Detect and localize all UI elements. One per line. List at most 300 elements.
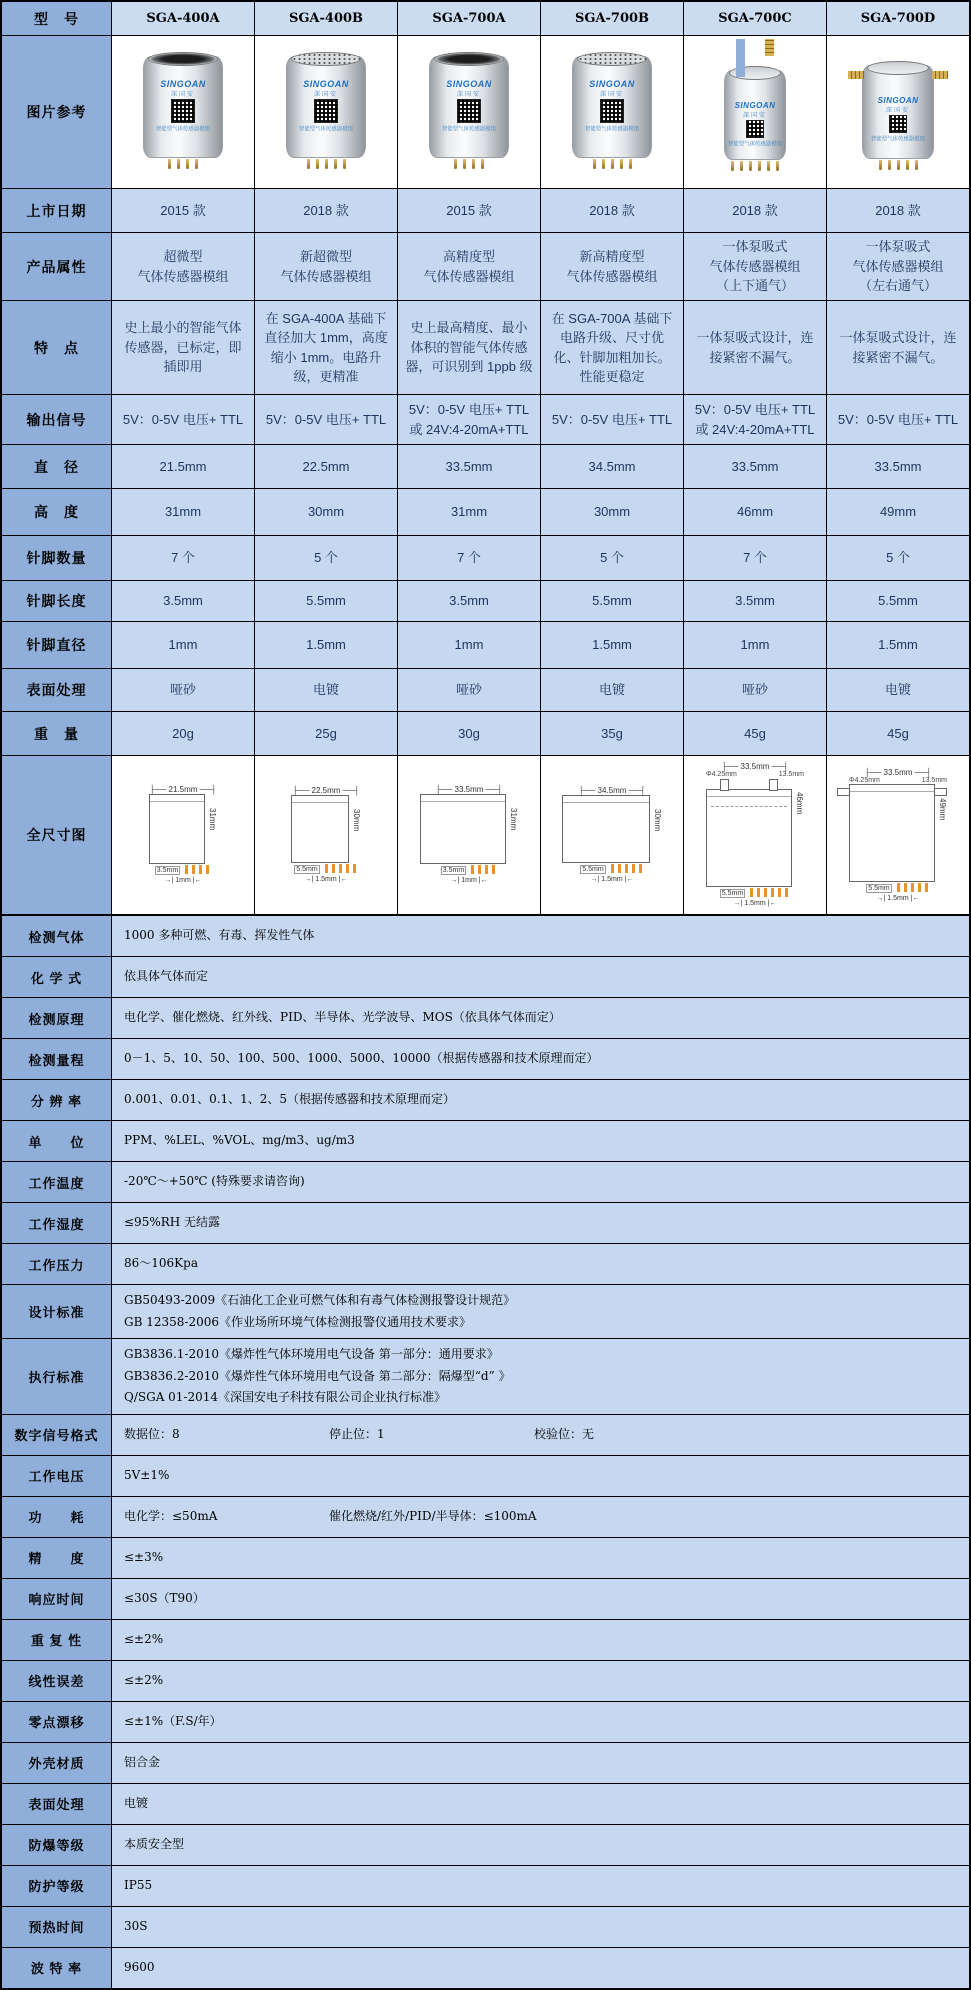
model-header-5: SGA-700D bbox=[827, 2, 970, 36]
general-spec-table bbox=[1, 915, 970, 1989]
spec-value-cell: 一体泵吸式设计，连接紧密不漏气。 bbox=[684, 301, 827, 395]
height-dimension-label: 31mm bbox=[208, 808, 217, 831]
product-image-cell bbox=[398, 36, 541, 189]
general-spec-value: 本质安全型 bbox=[112, 1824, 970, 1865]
general-spec-label: 预热时间 bbox=[2, 1906, 112, 1947]
width-dimension-label: ├── 33.5mm ──┤ bbox=[706, 762, 804, 771]
spec-value-cell: 25g bbox=[255, 712, 398, 756]
spec-value-cell: 哑砂 bbox=[398, 669, 541, 712]
sensor-top-icon bbox=[867, 61, 929, 75]
general-spec-row bbox=[2, 1339, 970, 1415]
general-spec-label: 化 学 式 bbox=[2, 957, 112, 998]
spec-value-cell: 电镀 bbox=[827, 669, 970, 712]
barb-height-label: 13.5mm bbox=[778, 771, 804, 778]
brand-chinese: 深国安 bbox=[885, 108, 910, 114]
sensor-body bbox=[862, 65, 934, 159]
spec-value-cell: 1.5mm bbox=[827, 622, 970, 669]
dimension-drawing bbox=[420, 785, 518, 884]
general-spec-value bbox=[112, 1414, 970, 1455]
spec-value-cell: 31mm bbox=[112, 489, 255, 536]
product-image-cell bbox=[541, 36, 684, 189]
pin-icons bbox=[609, 864, 644, 875]
spec-value-cell: 史上最高精度、最小体积的智能气体传感器，可识别到 1ppb 级 bbox=[398, 301, 541, 395]
spec-value-cell: 5V：0-5V 电压+ TTL bbox=[255, 395, 398, 445]
general-spec-value: 铝合金 bbox=[112, 1742, 970, 1783]
brand-logo: SINGOAN bbox=[877, 96, 919, 105]
spec-row bbox=[2, 301, 970, 395]
spec-row-label: 高 度 bbox=[2, 489, 112, 536]
brand-logo: SINGOAN bbox=[446, 79, 492, 89]
general-spec-label: 数字信号格式 bbox=[2, 1414, 112, 1455]
general-spec-row bbox=[2, 1619, 970, 1660]
general-spec-row bbox=[2, 1578, 970, 1619]
general-spec-row bbox=[2, 998, 970, 1039]
general-spec-row bbox=[2, 1080, 970, 1121]
general-spec-value: IP55 bbox=[112, 1865, 970, 1906]
general-spec-label: 精 度 bbox=[2, 1537, 112, 1578]
spec-value-segment: 校验位：无 bbox=[534, 1427, 595, 1442]
width-dimension-label: ├── 21.5mm ──┤ bbox=[149, 785, 217, 794]
sensor-body bbox=[572, 56, 652, 158]
spec-value-cell: 2018 款 bbox=[541, 189, 684, 233]
spec-row bbox=[2, 395, 970, 445]
qr-code-icon bbox=[601, 100, 623, 122]
spec-value-line: GB 12358-2006《作业场所环境气体检测报警仪通用技术要求》 bbox=[124, 1314, 471, 1329]
sensor-pins-icon bbox=[724, 161, 786, 171]
sensor-photo bbox=[724, 54, 786, 171]
pin-icons bbox=[895, 883, 930, 894]
sensor-outline-drawing bbox=[562, 795, 650, 863]
spec-value-line: 气体传感器模组 bbox=[709, 258, 801, 274]
brand-logo: SINGOAN bbox=[734, 101, 776, 110]
spec-value-cell: 35g bbox=[541, 712, 684, 756]
barb-height-label: 13.5mm bbox=[921, 776, 947, 784]
general-spec-label: 检测原理 bbox=[2, 998, 112, 1039]
model-header-3: SGA-700B bbox=[541, 2, 684, 36]
spec-value-segment: 数据位：8 bbox=[124, 1427, 180, 1442]
spec-value-cell: 一体泵吸式设计，连接紧密不漏气。 bbox=[827, 301, 970, 395]
spec-value-cell: 5 个 bbox=[255, 536, 398, 581]
product-caption: 智能型气体传感器模组 bbox=[155, 127, 210, 133]
general-spec-value bbox=[112, 1496, 970, 1537]
spec-value-line: 或 24V:4-20mA+TTL bbox=[695, 421, 815, 437]
sensor-body bbox=[143, 56, 223, 158]
spec-value-cell bbox=[541, 233, 684, 301]
spec-value-line: 5V：0-5V 电压+ TTL bbox=[694, 402, 816, 417]
spec-value-line: 气体传感器模组 bbox=[852, 258, 944, 274]
product-image-cell bbox=[112, 36, 255, 189]
spec-value-line: 气体传感器模组 bbox=[423, 268, 515, 284]
spec-value-line: GB3836.1-2010《爆炸性气体环境用电气设备 第一部分：通用要求》 bbox=[124, 1347, 499, 1362]
dimension-drawing bbox=[291, 786, 361, 883]
spec-value-line: （上下通气） bbox=[715, 278, 794, 294]
spec-row bbox=[2, 669, 970, 712]
spec-value-cell: 5V：0-5V 电压+ TTL bbox=[827, 395, 970, 445]
spec-value-cell: 30mm bbox=[255, 489, 398, 536]
height-dimension-label: 30mm bbox=[653, 809, 662, 832]
barb-dimension-labels bbox=[706, 771, 804, 778]
general-spec-label: 工作湿度 bbox=[2, 1203, 112, 1244]
general-spec-label: 防护等级 bbox=[2, 1865, 112, 1906]
brand-chinese: 深国安 bbox=[599, 92, 624, 98]
sensor-outline-drawing bbox=[149, 794, 205, 864]
pin-length-label: 5.5mm bbox=[296, 866, 318, 873]
spec-row bbox=[2, 581, 970, 622]
spec-row bbox=[2, 536, 970, 581]
barb-outline-icon bbox=[720, 779, 729, 791]
general-spec-row bbox=[2, 1244, 970, 1285]
general-spec-value: 30S bbox=[112, 1906, 970, 1947]
barb-dimension-labels bbox=[849, 777, 947, 784]
spec-value-cell: 5.5mm bbox=[541, 581, 684, 622]
spec-value-line: 或 24V:4-20mA+TTL bbox=[409, 421, 529, 437]
pin-diameter-label: →| 1.5mm |← bbox=[291, 876, 361, 883]
spec-value-cell bbox=[398, 233, 541, 301]
spec-value-segment: 电化学：≤50mA bbox=[124, 1509, 218, 1524]
dimension-drawing-cell bbox=[684, 756, 827, 915]
spec-value-cell: 30mm bbox=[541, 489, 684, 536]
general-spec-value bbox=[112, 1339, 970, 1415]
spec-value-line: 高精度型 bbox=[442, 249, 495, 264]
spec-value-line: 气体传感器模组 bbox=[137, 268, 229, 284]
general-spec-label: 重 复 性 bbox=[2, 1619, 112, 1660]
spec-value-cell: 在 SGA-400A 基础下直径加大 1mm，高度缩小 1mm。电路升级，更精准 bbox=[255, 301, 398, 395]
spec-value-cell: 1mm bbox=[398, 622, 541, 669]
barb-outline-icon bbox=[934, 788, 947, 796]
sensor-body bbox=[429, 56, 509, 158]
general-spec-label: 响应时间 bbox=[2, 1578, 112, 1619]
spec-value-cell: 2018 款 bbox=[255, 189, 398, 233]
dimension-drawing bbox=[706, 762, 804, 907]
spec-value-cell bbox=[255, 233, 398, 301]
brand-logo: SINGOAN bbox=[160, 79, 206, 89]
pin-length-label: 5.5mm bbox=[582, 866, 604, 873]
height-dimension-label: 49mm bbox=[938, 797, 947, 820]
spec-value-cell: 1mm bbox=[684, 622, 827, 669]
general-spec-row bbox=[2, 957, 970, 998]
spec-value-cell: 5 个 bbox=[827, 536, 970, 581]
dimension-drawing-cell bbox=[541, 756, 684, 915]
spec-value-segment: 停止位：1 bbox=[329, 1427, 385, 1442]
general-spec-value: 1000 多种可燃、有毒、挥发性气体 bbox=[112, 916, 970, 957]
general-spec-row bbox=[2, 1783, 970, 1824]
model-header-4: SGA-700C bbox=[684, 2, 827, 36]
sensor-pins-icon bbox=[286, 159, 366, 169]
general-spec-row bbox=[2, 1203, 970, 1244]
dimension-drawing-cell bbox=[112, 756, 255, 915]
barb-outline-icon bbox=[769, 779, 778, 791]
pin-length-label: 3.5mm bbox=[156, 867, 179, 874]
barb-outline-icon bbox=[837, 788, 850, 796]
general-spec-label: 执行标准 bbox=[2, 1339, 112, 1415]
spec-row-label: 针脚直径 bbox=[2, 622, 112, 669]
spec-value-cell: 7 个 bbox=[684, 536, 827, 581]
dimension-drawing-cell bbox=[827, 756, 970, 915]
general-spec-value: 0.001、0.01、0.1、1、2、5（根据传感器和技术原理而定） bbox=[112, 1080, 970, 1121]
general-spec-value: 9600 bbox=[112, 1947, 970, 1988]
spec-value-line: 一体泵吸式 bbox=[722, 239, 788, 255]
spec-value-cell: 电镀 bbox=[255, 669, 398, 712]
general-spec-value: ≤30S（T90） bbox=[112, 1578, 970, 1619]
spec-row bbox=[2, 622, 970, 669]
spec-value-cell: 在 SGA-700A 基础下电路升级、尺寸优化、针脚加粗加长。性能更稳定 bbox=[541, 301, 684, 395]
spec-value-line: （左右通气） bbox=[858, 278, 937, 294]
spec-value-cell: 3.5mm bbox=[684, 581, 827, 622]
width-dimension-label: ├── 33.5mm ──┤ bbox=[420, 785, 518, 794]
pin-diameter-label: →| 1.5mm |← bbox=[849, 895, 947, 902]
spec-value-cell bbox=[112, 233, 255, 301]
spec-value-cell: 33.5mm bbox=[684, 445, 827, 489]
barb-diameter-label: Φ4.25mm bbox=[849, 776, 880, 784]
dims-row bbox=[2, 756, 970, 915]
spec-value-cell: 31mm bbox=[398, 489, 541, 536]
spec-value-cell: 史上最小的智能气体传感器，已标定，即插即用 bbox=[112, 301, 255, 395]
general-spec-value bbox=[112, 1285, 970, 1339]
sensor-outline-drawing bbox=[420, 794, 506, 864]
general-spec-value: ≤95%RH 无结露 bbox=[112, 1203, 970, 1244]
spec-row bbox=[2, 189, 970, 233]
spec-value-line: Q/SGA 01-2014《深国安电子科技有限公司企业执行标准》 bbox=[124, 1390, 447, 1405]
image-row bbox=[2, 36, 970, 189]
sensor-photo bbox=[286, 56, 366, 169]
spec-value-cell: 22.5mm bbox=[255, 445, 398, 489]
general-spec-value: -20℃～+50℃ (特殊要求请咨询) bbox=[112, 1162, 970, 1203]
pin-length-label: 3.5mm bbox=[442, 867, 465, 874]
spec-value-cell: 1mm bbox=[112, 622, 255, 669]
general-spec-value: ≤±3% bbox=[112, 1537, 970, 1578]
general-spec-label: 波 特 率 bbox=[2, 1947, 112, 1988]
general-spec-row bbox=[2, 1824, 970, 1865]
general-spec-label: 工作电压 bbox=[2, 1455, 112, 1496]
general-spec-value: 0－1、5、10、50、100、500、1000、5000、10000（根据传感器和技术原理而定） bbox=[112, 1039, 970, 1080]
pin-icons bbox=[469, 865, 497, 876]
spec-value-line: 一体泵吸式 bbox=[865, 239, 931, 255]
spec-value-line: 5V：0-5V 电压+ TTL bbox=[408, 402, 530, 417]
vent-holes-icon bbox=[291, 52, 361, 66]
spec-row-label: 特 点 bbox=[2, 301, 112, 395]
general-spec-label: 线性误差 bbox=[2, 1660, 112, 1701]
general-spec-value: ≤±2% bbox=[112, 1660, 970, 1701]
dimension-drawing-cell bbox=[398, 756, 541, 915]
pin-icons bbox=[183, 865, 211, 876]
sensor-pins-icon bbox=[143, 159, 223, 169]
sensor-outline-drawing bbox=[849, 784, 935, 882]
spec-value-cell bbox=[684, 395, 827, 445]
spec-value-cell: 33.5mm bbox=[827, 445, 970, 489]
dimension-drawing bbox=[562, 786, 662, 883]
model-header-0: SGA-400A bbox=[112, 2, 255, 36]
spec-value-cell bbox=[827, 233, 970, 301]
spec-value-cell: 1.5mm bbox=[541, 622, 684, 669]
pin-icons bbox=[748, 888, 790, 899]
spec-row-label: 输出信号 bbox=[2, 395, 112, 445]
spec-comparison-table bbox=[1, 1, 970, 915]
qr-code-icon bbox=[458, 100, 480, 122]
general-spec-label: 零点漂移 bbox=[2, 1701, 112, 1742]
bottom-rows bbox=[2, 916, 970, 1989]
brand-chinese: 深国安 bbox=[456, 92, 481, 98]
general-spec-value: 5V±1% bbox=[112, 1455, 970, 1496]
spec-value-cell: 46mm bbox=[684, 489, 827, 536]
spec-value-cell: 5V：0-5V 电压+ TTL bbox=[541, 395, 684, 445]
spec-value-cell: 3.5mm bbox=[112, 581, 255, 622]
spec-value-line: 气体传感器模组 bbox=[566, 268, 658, 284]
general-spec-row bbox=[2, 1947, 970, 1988]
brand-chinese: 深国安 bbox=[170, 92, 195, 98]
general-spec-row bbox=[2, 1414, 970, 1455]
spec-value-cell: 3.5mm bbox=[398, 581, 541, 622]
model-header-1: SGA-400B bbox=[255, 2, 398, 36]
sensor-body bbox=[286, 56, 366, 158]
product-caption: 智能型气体传感器模组 bbox=[584, 127, 639, 133]
spec-value-line: 超微型 bbox=[163, 249, 203, 264]
spec-row-label: 针脚长度 bbox=[2, 581, 112, 622]
general-spec-label: 工作温度 bbox=[2, 1162, 112, 1203]
spec-value-cell: 5V：0-5V 电压+ TTL bbox=[112, 395, 255, 445]
spec-value-cell: 2015 款 bbox=[398, 189, 541, 233]
sensor-photo bbox=[862, 55, 934, 170]
spec-value-line: GB3836.2-2010《爆炸性气体环境用电气设备 第二部分：隔爆型“d” 》 bbox=[124, 1368, 511, 1383]
general-spec-row bbox=[2, 1537, 970, 1578]
product-image-cell bbox=[684, 36, 827, 189]
pin-length-label: 5.5mm bbox=[868, 884, 890, 892]
vent-holes-icon bbox=[577, 52, 647, 66]
general-spec-row bbox=[2, 1121, 970, 1162]
general-spec-label: 防爆等级 bbox=[2, 1824, 112, 1865]
pin-diameter-label: →| 1mm |← bbox=[420, 877, 518, 884]
spec-value-cell: 45g bbox=[827, 712, 970, 756]
height-dimension-label: 46mm bbox=[795, 792, 804, 815]
pin-diameter-label: →| 1.5mm |← bbox=[562, 876, 662, 883]
spec-value-cell: 7 个 bbox=[112, 536, 255, 581]
spec-value-cell: 5.5mm bbox=[255, 581, 398, 622]
spec-row bbox=[2, 712, 970, 756]
qr-code-icon bbox=[315, 100, 337, 122]
general-spec-label: 设计标准 bbox=[2, 1285, 112, 1339]
general-spec-label: 外壳材质 bbox=[2, 1742, 112, 1783]
dims-row-label: 全尺寸图 bbox=[2, 756, 112, 915]
sensor-photo bbox=[143, 56, 223, 169]
spec-value-cell: 5 个 bbox=[541, 536, 684, 581]
model-row-label: 型 号 bbox=[2, 2, 112, 36]
spec-row-label: 表面处理 bbox=[2, 669, 112, 712]
sensor-pins-icon bbox=[572, 159, 652, 169]
sensor-top-icon bbox=[434, 52, 504, 66]
general-spec-value: 电化学、催化燃烧、红外线、PID、半导体、光学波导、MOS（依具体气体而定） bbox=[112, 998, 970, 1039]
spec-row-label: 直 径 bbox=[2, 445, 112, 489]
product-caption: 智能型气体传感器模组 bbox=[441, 127, 496, 133]
image-row-label: 图片参考 bbox=[2, 36, 112, 189]
qr-code-icon bbox=[747, 121, 763, 137]
general-spec-row bbox=[2, 1162, 970, 1203]
spec-value-cell: 1.5mm bbox=[255, 622, 398, 669]
spec-value-cell: 2015 款 bbox=[112, 189, 255, 233]
spec-value-cell bbox=[684, 233, 827, 301]
sensor-pins-icon bbox=[429, 159, 509, 169]
pin-diameter-label: →| 1mm |← bbox=[149, 877, 217, 884]
general-spec-row bbox=[2, 1285, 970, 1339]
general-spec-row bbox=[2, 1742, 970, 1783]
spec-value-cell: 45g bbox=[684, 712, 827, 756]
general-spec-label: 检测量程 bbox=[2, 1039, 112, 1080]
spec-value-cell: 49mm bbox=[827, 489, 970, 536]
general-spec-value: PPM、%LEL、%VOL、mg/m3、ug/m3 bbox=[112, 1121, 970, 1162]
spec-row bbox=[2, 233, 970, 301]
general-spec-row bbox=[2, 1496, 970, 1537]
spec-rows bbox=[2, 189, 970, 756]
spec-value-cell: 哑砂 bbox=[112, 669, 255, 712]
general-spec-row bbox=[2, 1701, 970, 1742]
general-spec-row bbox=[2, 1455, 970, 1496]
hose-barb-icon bbox=[848, 71, 864, 79]
spec-row-label: 重 量 bbox=[2, 712, 112, 756]
spec-value-cell: 21.5mm bbox=[112, 445, 255, 489]
general-spec-value: 86～106Kpa bbox=[112, 1244, 970, 1285]
general-spec-label: 检测气体 bbox=[2, 916, 112, 957]
model-header-2: SGA-700A bbox=[398, 2, 541, 36]
sensor-pins-icon bbox=[862, 160, 934, 170]
spec-value-cell: 34.5mm bbox=[541, 445, 684, 489]
barb-diameter-label: Φ4.25mm bbox=[706, 771, 737, 778]
general-spec-row bbox=[2, 1660, 970, 1701]
spec-value-cell: 20g bbox=[112, 712, 255, 756]
general-spec-value: ≤±2% bbox=[112, 1619, 970, 1660]
spec-value-cell: 33.5mm bbox=[398, 445, 541, 489]
general-spec-value: 电镀 bbox=[112, 1783, 970, 1824]
height-dimension-label: 30mm bbox=[352, 809, 361, 832]
hose-barb-icon bbox=[765, 39, 774, 56]
width-dimension-label: ├── 33.5mm ──┤ bbox=[849, 768, 947, 777]
qr-code-icon bbox=[172, 100, 194, 122]
hose-barb-icon bbox=[736, 39, 745, 77]
general-spec-row bbox=[2, 1865, 970, 1906]
sensor-photo bbox=[572, 56, 652, 169]
product-image-cell bbox=[255, 36, 398, 189]
spec-value-cell: 电镀 bbox=[541, 669, 684, 712]
spec-value-line: 气体传感器模组 bbox=[280, 268, 372, 284]
general-spec-row bbox=[2, 916, 970, 957]
pin-icons bbox=[323, 864, 358, 875]
spec-value-cell bbox=[398, 395, 541, 445]
dimension-drawing bbox=[149, 785, 217, 884]
spec-value-cell: 5.5mm bbox=[827, 581, 970, 622]
sensor-body bbox=[724, 70, 786, 160]
spec-row bbox=[2, 445, 970, 489]
dimension-drawing bbox=[849, 768, 947, 902]
sensor-outline-drawing bbox=[706, 789, 792, 887]
general-spec-row bbox=[2, 1906, 970, 1947]
spec-row-label: 上市日期 bbox=[2, 189, 112, 233]
spec-row-label: 针脚数量 bbox=[2, 536, 112, 581]
spec-value-line: 新高精度型 bbox=[579, 249, 645, 264]
spec-value-line: GB50493-2009《石油化工企业可燃气体和有毒气体检测报警设计规范》 bbox=[124, 1293, 516, 1307]
width-dimension-label: ├── 34.5mm ──┤ bbox=[562, 786, 662, 795]
spec-value-cell: 2018 款 bbox=[684, 189, 827, 233]
general-spec-label: 分 辨 率 bbox=[2, 1080, 112, 1121]
brand-chinese: 深国安 bbox=[742, 113, 767, 119]
height-dimension-label: 31mm bbox=[509, 808, 518, 831]
brand-chinese: 深国安 bbox=[313, 92, 338, 98]
general-spec-label: 工作压力 bbox=[2, 1244, 112, 1285]
brand-logo: SINGOAN bbox=[589, 79, 635, 89]
spec-row-label: 产品属性 bbox=[2, 233, 112, 301]
hose-barb-icon bbox=[932, 71, 948, 79]
spec-value-cell: 7 个 bbox=[398, 536, 541, 581]
pin-length-label: 5.5mm bbox=[721, 890, 744, 897]
spec-value-cell: 哑砂 bbox=[684, 669, 827, 712]
product-caption: 智能型气体传感器模组 bbox=[728, 142, 783, 148]
spec-value-segment: 催化燃烧/红外/PID/半导体：≤100mA bbox=[329, 1509, 537, 1524]
